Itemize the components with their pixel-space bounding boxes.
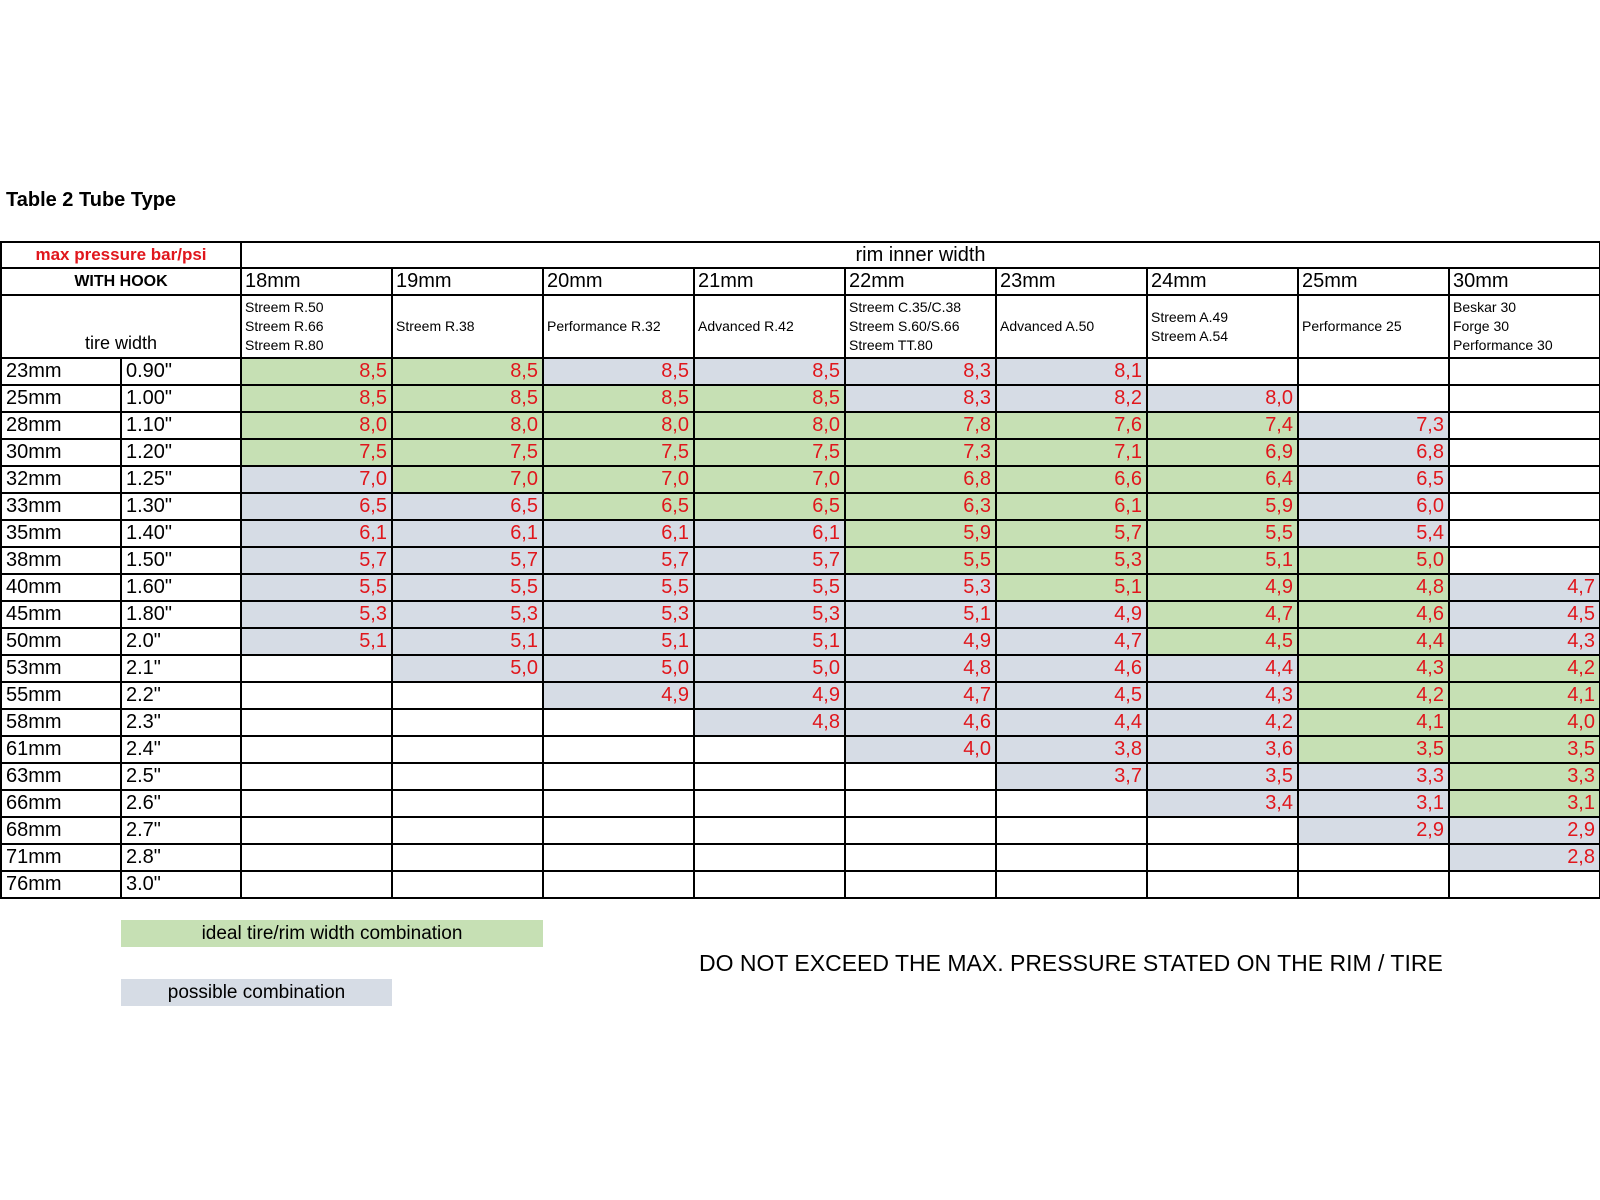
- pressure-cell: 6,0: [1298, 493, 1449, 520]
- rim-model-name: Streem TT.80: [849, 337, 933, 353]
- pressure-cell: [845, 844, 996, 871]
- max-pressure-header: max pressure bar/psi: [1, 242, 241, 268]
- pressure-cell: [392, 817, 543, 844]
- pressure-cell: 6,3: [845, 493, 996, 520]
- pressure-cell: [543, 844, 694, 871]
- tire-width-inch: 2.4": [121, 736, 241, 763]
- pressure-cell: 6,8: [845, 466, 996, 493]
- pressure-cell: [543, 736, 694, 763]
- pressure-cell: 8,5: [392, 358, 543, 385]
- rim-model-name: Performance R.32: [547, 318, 661, 334]
- pressure-cell: 4,6: [1298, 601, 1449, 628]
- pressure-cell: 7,3: [1298, 412, 1449, 439]
- tire-width-inch: 2.1": [121, 655, 241, 682]
- tire-width-inch: 1.30": [121, 493, 241, 520]
- pressure-cell: 6,1: [694, 520, 845, 547]
- table-row: [1, 412, 1600, 439]
- pressure-cell: [1449, 412, 1600, 439]
- pressure-cell: [543, 871, 694, 898]
- pressure-cell: [1449, 493, 1600, 520]
- pressure-cell: 5,3: [996, 547, 1147, 574]
- pressure-cell: 8,5: [694, 385, 845, 412]
- pressure-cell: 7,3: [845, 439, 996, 466]
- pressure-cell: 4,5: [996, 682, 1147, 709]
- pressure-cell: 5,0: [392, 655, 543, 682]
- tire-width-mm: 53mm: [1, 655, 121, 682]
- pressure-cell: 3,6: [1147, 736, 1298, 763]
- rim-model-name: Streem S.60/S.66: [849, 318, 960, 334]
- pressure-cell: 4,9: [1147, 574, 1298, 601]
- rim-model-name: Performance 30: [1453, 337, 1553, 353]
- tire-width-inch: 1.40": [121, 520, 241, 547]
- pressure-cell: [241, 682, 392, 709]
- pressure-cell: 3,3: [1449, 763, 1600, 790]
- pressure-cell: 8,5: [392, 385, 543, 412]
- rim-model-name: Streem R.80: [245, 337, 324, 353]
- pressure-cell: [1298, 385, 1449, 412]
- table-row: [1, 547, 1600, 574]
- table-row: [1, 844, 1600, 871]
- pressure-cell: 8,1: [996, 358, 1147, 385]
- rim-width-header: 18mm: [241, 268, 392, 295]
- pressure-cell: 3,1: [1449, 790, 1600, 817]
- tire-width-inch: 1.50": [121, 547, 241, 574]
- pressure-cell: 4,2: [1449, 655, 1600, 682]
- pressure-cell: 8,0: [543, 412, 694, 439]
- pressure-cell: 4,6: [996, 655, 1147, 682]
- tire-width-inch: 2.7": [121, 817, 241, 844]
- pressure-cell: 5,0: [1298, 547, 1449, 574]
- tire-width-mm: 61mm: [1, 736, 121, 763]
- rim-models-cell: [241, 295, 392, 358]
- pressure-cell: 8,2: [996, 385, 1147, 412]
- pressure-cell: [1449, 871, 1600, 898]
- pressure-cell: 5,5: [694, 574, 845, 601]
- pressure-cell: 8,5: [241, 358, 392, 385]
- rim-model-name: Streem A.49: [1151, 308, 1229, 325]
- pressure-cell: [392, 844, 543, 871]
- rim-inner-width-header: rim inner width: [241, 242, 1600, 268]
- tire-width-inch: 1.25": [121, 466, 241, 493]
- tire-width-inch: 1.00": [121, 385, 241, 412]
- pressure-cell: 7,8: [845, 412, 996, 439]
- pressure-cell: 6,1: [392, 520, 543, 547]
- pressure-cell: [694, 790, 845, 817]
- pressure-cell: 6,1: [996, 493, 1147, 520]
- tire-width-mm: 58mm: [1, 709, 121, 736]
- pressure-cell: 4,6: [845, 709, 996, 736]
- pressure-cell: 2,9: [1449, 817, 1600, 844]
- rim-models-cell: [694, 295, 845, 358]
- tire-width-inch: 2.3": [121, 709, 241, 736]
- pressure-cell: 7,6: [996, 412, 1147, 439]
- pressure-cell: 5,3: [392, 601, 543, 628]
- rim-models-cell: [1298, 295, 1449, 358]
- table-row: [1, 493, 1600, 520]
- pressure-cell: [996, 844, 1147, 871]
- pressure-cell: 3,7: [996, 763, 1147, 790]
- table-row: [1, 358, 1600, 385]
- tire-width-inch: 1.10": [121, 412, 241, 439]
- tire-width-inch: 1.20": [121, 439, 241, 466]
- pressure-cell: [241, 763, 392, 790]
- pressure-cell: 5,4: [1298, 520, 1449, 547]
- tire-width-mm: 71mm: [1, 844, 121, 871]
- pressure-cell: 5,9: [1147, 493, 1298, 520]
- pressure-cell: [1449, 547, 1600, 574]
- pressure-cell: 4,0: [845, 736, 996, 763]
- pressure-cell: [845, 871, 996, 898]
- pressure-cell: [392, 682, 543, 709]
- table-row: [1, 574, 1600, 601]
- pressure-cell: 5,7: [543, 547, 694, 574]
- pressure-cell: 4,5: [1449, 601, 1600, 628]
- tire-width-inch: 2.8": [121, 844, 241, 871]
- rim-models-cell: [845, 295, 996, 358]
- table-row: [1, 763, 1600, 790]
- pressure-cell: [392, 709, 543, 736]
- pressure-cell: 3,3: [1298, 763, 1449, 790]
- page-title: Table 2 Tube Type: [6, 189, 177, 211]
- tire-width-inch: 1.80": [121, 601, 241, 628]
- pressure-cell: [1298, 358, 1449, 385]
- rim-models-cell: [392, 295, 543, 358]
- rim-model-name: Advanced R.42: [698, 318, 794, 334]
- pressure-cell: [1449, 358, 1600, 385]
- tire-width-mm: 30mm: [1, 439, 121, 466]
- rim-model-name: Streem R.38: [396, 318, 475, 334]
- pressure-cell: 3,5: [1449, 736, 1600, 763]
- pressure-cell: 5,7: [694, 547, 845, 574]
- pressure-cell: [1449, 385, 1600, 412]
- pressure-cell: 4,8: [1298, 574, 1449, 601]
- pressure-cell: 8,5: [543, 358, 694, 385]
- pressure-cell: 5,1: [694, 628, 845, 655]
- tire-width-inch: 0.90": [121, 358, 241, 385]
- pressure-cell: 6,5: [543, 493, 694, 520]
- pressure-cell: 8,3: [845, 385, 996, 412]
- pressure-cell: [996, 790, 1147, 817]
- pressure-cell: [1147, 358, 1298, 385]
- pressure-cell: 7,0: [392, 466, 543, 493]
- pressure-cell: 8,0: [392, 412, 543, 439]
- pressure-cell: 4,9: [694, 682, 845, 709]
- pressure-cell: 5,7: [996, 520, 1147, 547]
- pressure-cell: [1147, 871, 1298, 898]
- pressure-cell: 4,7: [1449, 574, 1600, 601]
- pressure-cell: 6,8: [1298, 439, 1449, 466]
- rim-width-header: 30mm: [1449, 268, 1600, 295]
- table-row: [1, 736, 1600, 763]
- rim-models-cell: [996, 295, 1147, 358]
- table-row: [1, 385, 1600, 412]
- rim-models-cell: [543, 295, 694, 358]
- tire-width-mm: 55mm: [1, 682, 121, 709]
- table-row: [1, 466, 1600, 493]
- pressure-cell: 8,5: [694, 358, 845, 385]
- pressure-cell: 8,0: [694, 412, 845, 439]
- rim-model-name: Streem A.54: [1151, 327, 1229, 344]
- pressure-cell: [543, 790, 694, 817]
- pressure-cell: 5,3: [694, 601, 845, 628]
- pressure-cell: 7,5: [392, 439, 543, 466]
- pressure-cell: 4,0: [1449, 709, 1600, 736]
- pressure-cell: 4,9: [845, 628, 996, 655]
- tire-width-inch: 2.5": [121, 763, 241, 790]
- pressure-cell: 6,4: [1147, 466, 1298, 493]
- pressure-cell: 6,5: [1298, 466, 1449, 493]
- rim-model-name: Performance 25: [1302, 318, 1402, 334]
- pressure-cell: [1449, 520, 1600, 547]
- pressure-cell: [996, 817, 1147, 844]
- pressure-cell: [845, 763, 996, 790]
- tire-width-mm: 63mm: [1, 763, 121, 790]
- pressure-cell: 4,4: [996, 709, 1147, 736]
- pressure-cell: 5,3: [845, 574, 996, 601]
- pressure-cell: 3,5: [1147, 763, 1298, 790]
- pressure-cell: 8,0: [1147, 385, 1298, 412]
- table-row: [1, 655, 1600, 682]
- pressure-cell: [392, 790, 543, 817]
- pressure-cell: [1298, 871, 1449, 898]
- pressure-cell: 7,5: [241, 439, 392, 466]
- pressure-cell: [1147, 817, 1298, 844]
- table-row: [1, 601, 1600, 628]
- pressure-cell: 5,1: [1147, 547, 1298, 574]
- pressure-cell: [845, 817, 996, 844]
- rim-width-header: 22mm: [845, 268, 996, 295]
- pressure-cell: 8,3: [845, 358, 996, 385]
- pressure-cell: 5,5: [845, 547, 996, 574]
- pressure-cell: [694, 817, 845, 844]
- pressure-cell: 7,0: [694, 466, 845, 493]
- pressure-cell: [845, 790, 996, 817]
- pressure-cell: 4,1: [1449, 682, 1600, 709]
- tire-width-mm: 28mm: [1, 412, 121, 439]
- pressure-cell: [392, 871, 543, 898]
- tire-width-mm: 33mm: [1, 493, 121, 520]
- legend-ideal: ideal tire/rim width combination: [121, 920, 543, 947]
- pressure-cell: 8,5: [241, 385, 392, 412]
- pressure-cell: 7,4: [1147, 412, 1298, 439]
- tire-width-mm: 76mm: [1, 871, 121, 898]
- table-row: [1, 439, 1600, 466]
- pressure-cell: 4,8: [694, 709, 845, 736]
- pressure-cell: 5,1: [845, 601, 996, 628]
- pressure-cell: [1449, 439, 1600, 466]
- pressure-cell: 2,9: [1298, 817, 1449, 844]
- pressure-cell: 3,8: [996, 736, 1147, 763]
- rim-model-name: Advanced A.50: [1000, 318, 1095, 334]
- pressure-cell: [392, 736, 543, 763]
- pressure-cell: 4,3: [1449, 628, 1600, 655]
- pressure-cell: 8,0: [241, 412, 392, 439]
- pressure-cell: [241, 655, 392, 682]
- pressure-cell: 5,5: [543, 574, 694, 601]
- table-row: [1, 682, 1600, 709]
- pressure-cell: 5,1: [996, 574, 1147, 601]
- table-row: [1, 628, 1600, 655]
- rim-model-name: Streem R.66: [245, 318, 324, 334]
- tire-width-mm: 50mm: [1, 628, 121, 655]
- pressure-cell: 7,5: [543, 439, 694, 466]
- pressure-cell: 4,7: [1147, 601, 1298, 628]
- pressure-cell: 3,5: [1298, 736, 1449, 763]
- pressure-cell: 5,5: [392, 574, 543, 601]
- rim-width-header: 20mm: [543, 268, 694, 295]
- rim-width-header: 24mm: [1147, 268, 1298, 295]
- pressure-table: [0, 241, 1600, 899]
- pressure-cell: 6,5: [392, 493, 543, 520]
- pressure-cell: [392, 763, 543, 790]
- rim-models-cell: [1147, 295, 1298, 358]
- rim-models-cell: [1449, 295, 1600, 358]
- tire-width-inch: 2.6": [121, 790, 241, 817]
- tire-width-inch: 2.2": [121, 682, 241, 709]
- pressure-cell: 5,0: [694, 655, 845, 682]
- pressure-warning: DO NOT EXCEED THE MAX. PRESSURE STATED ON THE RIM / TIRE: [699, 950, 1443, 976]
- pressure-cell: 4,3: [1298, 655, 1449, 682]
- pressure-cell: 5,7: [392, 547, 543, 574]
- pressure-cell: 4,9: [543, 682, 694, 709]
- pressure-cell: [241, 709, 392, 736]
- rim-model-name: Streem C.35/C.38: [849, 299, 962, 315]
- pressure-cell: [1449, 466, 1600, 493]
- pressure-cell: 4,8: [845, 655, 996, 682]
- pressure-cell: [241, 844, 392, 871]
- table-row: [1, 709, 1600, 736]
- pressure-cell: [241, 871, 392, 898]
- pressure-cell: [694, 763, 845, 790]
- pressure-cell: [694, 871, 845, 898]
- pressure-cell: 4,2: [1298, 682, 1449, 709]
- pressure-cell: [694, 844, 845, 871]
- pressure-cell: [241, 790, 392, 817]
- tire-width-mm: 45mm: [1, 601, 121, 628]
- tire-width-mm: 40mm: [1, 574, 121, 601]
- rim-width-header: 23mm: [996, 268, 1147, 295]
- pressure-cell: 5,5: [1147, 520, 1298, 547]
- pressure-cell: 7,0: [543, 466, 694, 493]
- pressure-cell: 6,1: [241, 520, 392, 547]
- pressure-cell: 4,2: [1147, 709, 1298, 736]
- table-row: [1, 790, 1600, 817]
- pressure-cell: [1298, 844, 1449, 871]
- pressure-cell: 3,4: [1147, 790, 1298, 817]
- with-hook-header: WITH HOOK: [1, 268, 241, 295]
- tire-width-inch: 1.60": [121, 574, 241, 601]
- tire-width-inch: 3.0": [121, 871, 241, 898]
- table-row: [1, 817, 1600, 844]
- pressure-cell: 6,9: [1147, 439, 1298, 466]
- pressure-cell: [694, 736, 845, 763]
- pressure-cell: 8,5: [543, 385, 694, 412]
- pressure-cell: [543, 817, 694, 844]
- rim-width-header: 25mm: [1298, 268, 1449, 295]
- tire-width-mm: 68mm: [1, 817, 121, 844]
- pressure-cell: 7,5: [694, 439, 845, 466]
- pressure-cell: 5,5: [241, 574, 392, 601]
- rim-model-name: Forge 30: [1453, 318, 1510, 334]
- pressure-cell: 5,7: [241, 547, 392, 574]
- tire-width-mm: 25mm: [1, 385, 121, 412]
- rim-model-name: Beskar 30: [1453, 299, 1517, 315]
- pressure-cell: 5,3: [543, 601, 694, 628]
- pressure-cell: 4,3: [1147, 682, 1298, 709]
- pressure-cell: [1147, 844, 1298, 871]
- table-row: [1, 871, 1600, 898]
- pressure-cell: 7,1: [996, 439, 1147, 466]
- pressure-cell: 5,9: [845, 520, 996, 547]
- legend-possible: possible combination: [121, 979, 392, 1006]
- pressure-cell: 4,4: [1147, 655, 1298, 682]
- pressure-cell: [543, 709, 694, 736]
- pressure-cell: 7,0: [241, 466, 392, 493]
- tire-width-inch: 2.0": [121, 628, 241, 655]
- pressure-cell: 5,3: [241, 601, 392, 628]
- pressure-cell: 5,1: [392, 628, 543, 655]
- pressure-cell: 6,5: [241, 493, 392, 520]
- pressure-cell: 6,5: [694, 493, 845, 520]
- pressure-cell: 2,8: [1449, 844, 1600, 871]
- pressure-cell: [241, 736, 392, 763]
- rim-width-header: 19mm: [392, 268, 543, 295]
- tire-width-mm: 38mm: [1, 547, 121, 574]
- pressure-cell: [543, 763, 694, 790]
- tire-width-mm: 32mm: [1, 466, 121, 493]
- pressure-cell: 4,7: [845, 682, 996, 709]
- pressure-cell: 6,1: [543, 520, 694, 547]
- pressure-cell: 4,1: [1298, 709, 1449, 736]
- pressure-cell: 4,9: [996, 601, 1147, 628]
- pressure-cell: 5,0: [543, 655, 694, 682]
- tire-width-mm: 66mm: [1, 790, 121, 817]
- tire-width-mm: 23mm: [1, 358, 121, 385]
- pressure-cell: 5,1: [241, 628, 392, 655]
- pressure-cell: [241, 817, 392, 844]
- rim-width-header: 21mm: [694, 268, 845, 295]
- tire-width-mm: 35mm: [1, 520, 121, 547]
- pressure-cell: 4,5: [1147, 628, 1298, 655]
- pressure-cell: 5,1: [543, 628, 694, 655]
- pressure-cell: 4,7: [996, 628, 1147, 655]
- tire-width-header: tire width: [1, 295, 241, 358]
- rim-model-name: Streem R.50: [245, 299, 324, 315]
- pressure-cell: 6,6: [996, 466, 1147, 493]
- pressure-cell: [996, 871, 1147, 898]
- table-row: [1, 520, 1600, 547]
- pressure-cell: 3,1: [1298, 790, 1449, 817]
- pressure-cell: 4,4: [1298, 628, 1449, 655]
